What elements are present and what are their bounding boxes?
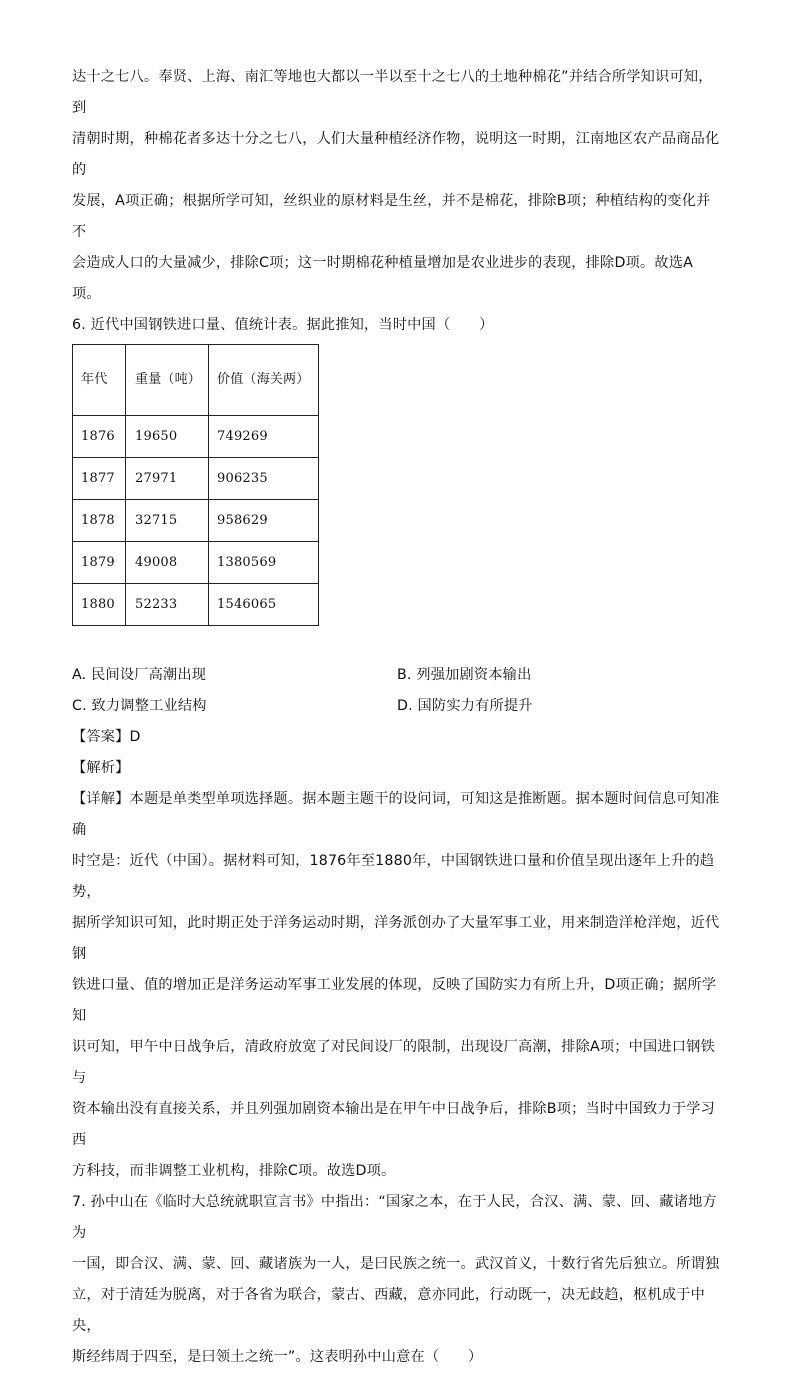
table-row [73, 416, 319, 458]
text-line: 立，对于清廷为脱离，对于各省为联合，蒙古、西藏，意亦同此，行动既一，决无歧趋，枢机成于中央， [72, 1287, 706, 1334]
question-6-stem: 6. 近代中国钢铁进口量、值统计表。据此推知，当时中国（ ） [72, 317, 494, 333]
cell-year: 1879 [73, 542, 126, 584]
cell-value: 1380569 [209, 542, 319, 584]
cell-value: 958629 [209, 500, 319, 542]
question-7 [72, 1187, 722, 1373]
text-line: 【详解】本题是单类型单项选择题。据本题主题干的设问词，可知这是推断题。据本题时间信息可知准确 [72, 791, 720, 838]
text-line: 会造成人口的大量减少，排除C项；这一时期棉花种植量增加是农业进步的表现，排除D项。故选A [72, 255, 694, 271]
text-line: 识可知，甲午中日战争后，清政府放宽了对民间设厂的限制，出现设厂高潮，排除A项；中国进口钢铁与 [72, 1039, 715, 1086]
analysis-label: 【解析】 [72, 760, 130, 776]
text-line: 斯经纬周于四至，是曰领土之统一”。这表明孙中山意在（ ） [72, 1349, 483, 1365]
question-6-options [72, 660, 722, 722]
text-line: 时空是：近代（中国）。据材料可知，1876年至1880年，中国钢铁进口量和价值呈现出逐年上升的趋势， [72, 853, 715, 900]
cell-weight: 19650 [126, 416, 209, 458]
cell-value: 749269 [209, 416, 319, 458]
cell-weight: 49008 [126, 542, 209, 584]
table-row [73, 584, 319, 626]
cell-value: 906235 [209, 458, 319, 500]
cell-weight: 27971 [126, 458, 209, 500]
cell-year: 1880 [73, 584, 126, 626]
steel-import-table [72, 344, 319, 626]
q5-explanation-tail [72, 62, 722, 310]
cell-year: 1877 [73, 458, 126, 500]
column-header-value: 价值（海关两） [209, 345, 319, 416]
cell-value: 1546065 [209, 584, 319, 626]
cell-weight: 32715 [126, 500, 209, 542]
option-d: D. 国防实力有所提升 [397, 698, 533, 714]
cell-year: 1876 [73, 416, 126, 458]
question-6-detail [72, 784, 722, 1187]
column-header-year: 年代 [73, 345, 126, 416]
text-line: 发展，A项正确；根据所学可知，丝织业的原材料是生丝，并不是棉花，排除B项；种植结构的变化并不 [72, 193, 711, 240]
text-line: 项。 [72, 286, 101, 302]
text-line: 铁进口量、值的增加正是洋务运动军事工业发展的体现，反映了国防实力有所上升，D项正确；据所学知 [72, 977, 717, 1024]
option-a: A. 民间设厂高潮出现 [72, 667, 207, 683]
text-line: 7. 孙中山在《临时大总统就职宣言书》中指出：“国家之本，在于人民，合汉、满、蒙、回、藏诸地方为 [72, 1194, 717, 1241]
option-c: C. 致力调整工业结构 [72, 698, 207, 714]
text-line: 据所学知识可知，此时期正处于洋务运动时期，洋务派创办了大量军事工业，用来制造洋枪洋炮，近代钢 [72, 915, 720, 962]
answer-line: 【答案】D [72, 729, 141, 745]
table-row [73, 500, 319, 542]
table-row [73, 542, 319, 584]
text-line: 清朝时期，种棉花者多达十分之七八，人们大量种植经济作物，说明这一时期，江南地区农产品商品化的 [72, 131, 720, 178]
cell-year: 1878 [73, 500, 126, 542]
text-line: 资本输出没有直接关系，并且列强加剧资本输出是在甲午中日战争后，排除B项；当时中国致力于学习西 [72, 1101, 715, 1148]
column-header-weight: 重量（吨） [126, 345, 209, 416]
text-line: 方科技，而非调整工业机构，排除C项。故选D项。 [72, 1163, 396, 1179]
table-row [73, 458, 319, 500]
table-header-row [73, 345, 319, 416]
text-line: 达十之七八。奉贤、上海、南汇等地也大都以一半以至十之七八的土地种棉花”并结合所学知识可知，到 [72, 69, 713, 116]
text-line: 一国，即合汉、满、蒙、回、藏诸族为一人，是曰民族之统一。武汉首义，十数行省先后独立。所谓独 [72, 1256, 720, 1272]
cell-weight: 52233 [126, 584, 209, 626]
page-content [72, 62, 722, 1373]
option-b: B. 列强加剧资本输出 [397, 667, 532, 683]
